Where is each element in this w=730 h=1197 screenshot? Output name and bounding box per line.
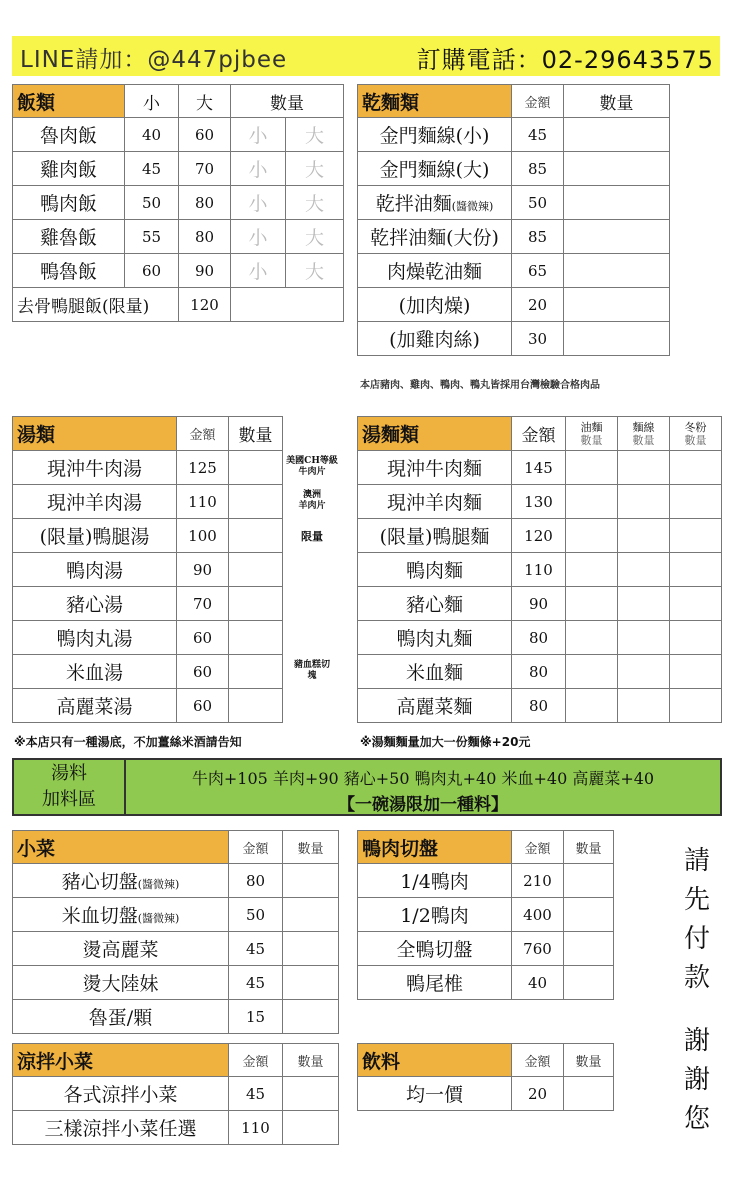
- qty-cell[interactable]: [229, 689, 283, 723]
- item-name-text: 鴨肉湯: [65, 560, 123, 582]
- cold-col-qty: 數量: [283, 1044, 339, 1077]
- item-price-small: 50: [125, 186, 179, 220]
- item-name: [358, 186, 512, 220]
- table-row: [358, 288, 670, 322]
- item-price: 90: [177, 553, 229, 587]
- qty-cell[interactable]: [229, 655, 283, 689]
- item-name: [358, 898, 512, 932]
- col-sub: 數量: [580, 433, 603, 447]
- col-sub: 數量: [684, 433, 707, 447]
- item-name-text: (限量)鴨腿湯: [39, 526, 150, 548]
- item-price: 80: [512, 655, 566, 689]
- qty-cell[interactable]: [618, 587, 670, 621]
- sn-col-vermicelli: [618, 417, 670, 451]
- addon-prices: 牛肉+105 羊肉+90 豬心+50 鴨肉丸+40 米血+40 高麗菜+40: [191, 769, 655, 788]
- item-name: [358, 220, 512, 254]
- table-row: [13, 152, 344, 186]
- sn-col-oil-noodle: [566, 417, 618, 451]
- item-note: (醬微辣): [451, 200, 494, 213]
- item-name-text: 各式涼拌小菜: [63, 1084, 178, 1106]
- item-name: [13, 655, 177, 689]
- item-price: 45: [512, 118, 564, 152]
- table-row: [358, 519, 722, 553]
- qty-cell[interactable]: [618, 485, 670, 519]
- drinks-col-qty: 數量: [564, 1044, 614, 1077]
- item-name: 魯肉飯: [13, 118, 125, 152]
- table-row: [13, 689, 283, 723]
- item-name-text: 現沖牛肉麵: [386, 458, 482, 480]
- sides-header: 小菜: [13, 831, 229, 864]
- item-name-text: 1/4鴨肉: [400, 871, 469, 893]
- table-row: [13, 655, 283, 689]
- lamb-note: [284, 490, 340, 512]
- item-name-text: 豬心切盤: [61, 871, 138, 893]
- table-row: [358, 655, 722, 689]
- qty-cell[interactable]: [618, 451, 670, 485]
- qty-cell[interactable]: [670, 587, 722, 621]
- qty-cell[interactable]: [564, 186, 670, 220]
- qty-cell[interactable]: [283, 1000, 339, 1034]
- item-price-small: 55: [125, 220, 179, 254]
- qty-cell[interactable]: [670, 621, 722, 655]
- side-note: 澳洲: [302, 490, 321, 500]
- side-note: 美國CH等級: [286, 456, 338, 466]
- side-note: 羊肉片: [298, 501, 326, 511]
- item-price: 110: [177, 485, 229, 519]
- qty-cell[interactable]: [618, 655, 670, 689]
- item-price-small: 45: [125, 152, 179, 186]
- item-name: [13, 689, 177, 723]
- table-row: [358, 1077, 614, 1111]
- item-price: 45: [229, 966, 283, 1000]
- qty-cell[interactable]: [283, 932, 339, 966]
- side-note: 牛肉片: [298, 467, 326, 477]
- item-name-text: 高麗菜麵: [396, 696, 473, 718]
- qty-cell[interactable]: [618, 553, 670, 587]
- item-price: 100: [177, 519, 229, 553]
- qty-cell[interactable]: [283, 966, 339, 1000]
- qty-large-cell[interactable]: 大: [286, 254, 344, 288]
- item-name-text: (加肉燥): [398, 295, 471, 317]
- noodle-upsize-note: ※湯麵麵量加大一份麵條+20元: [360, 735, 531, 749]
- item-name-text: (加雞肉絲): [389, 329, 480, 351]
- item-price: 65: [512, 254, 564, 288]
- drinks-header: 飲料: [358, 1044, 512, 1077]
- item-price: 80: [229, 864, 283, 898]
- qty-large-cell[interactable]: 大: [286, 186, 344, 220]
- item-name-text: 魯蛋/顆: [88, 1007, 153, 1029]
- qty-cell[interactable]: [564, 254, 670, 288]
- drinks-table: [357, 1043, 614, 1111]
- sides-col-qty: 數量: [283, 831, 339, 864]
- qty-cell[interactable]: [229, 485, 283, 519]
- table-row: [13, 254, 344, 288]
- top-banner: [12, 36, 720, 76]
- item-price-small: 40: [125, 118, 179, 152]
- item-name: [13, 451, 177, 485]
- table-row: [13, 519, 283, 553]
- table-row: [358, 485, 722, 519]
- item-price: 85: [512, 220, 564, 254]
- vertical-char: 先: [683, 885, 710, 915]
- qty-cell[interactable]: [564, 864, 614, 898]
- table-row: [358, 553, 722, 587]
- rice-special-name: 去骨鴨腿飯(限量): [13, 288, 179, 322]
- cold-dishes-table: [12, 1043, 339, 1145]
- rice-special-price: 120: [179, 288, 231, 322]
- item-name-text: 均一價: [405, 1084, 463, 1106]
- limited-note: 限量: [301, 530, 323, 543]
- qty-small-cell[interactable]: 小: [231, 152, 286, 186]
- vertical-char: 謝: [683, 1026, 710, 1056]
- soup-noodles-table: [357, 416, 722, 723]
- item-name: [358, 485, 512, 519]
- qty-cell[interactable]: [283, 1077, 339, 1111]
- item-price: 145: [512, 451, 566, 485]
- qty-large-cell[interactable]: 大: [286, 220, 344, 254]
- rice-table: [12, 84, 344, 322]
- addon-label-line: 加料區: [42, 789, 96, 810]
- table-row: [13, 621, 283, 655]
- item-name: [358, 118, 512, 152]
- duck-col-price: 金額: [512, 831, 564, 864]
- item-name-text: 現沖羊肉麵: [386, 492, 482, 514]
- item-price: 400: [512, 898, 564, 932]
- item-name-text: 米血切盤: [61, 905, 138, 927]
- item-name: [358, 254, 512, 288]
- qty-cell[interactable]: [564, 1077, 614, 1111]
- item-price: 110: [229, 1111, 283, 1145]
- cold-col-price: 金額: [229, 1044, 283, 1077]
- item-price-large: 80: [179, 186, 231, 220]
- item-price: 60: [177, 655, 229, 689]
- item-name: [13, 485, 177, 519]
- qty-cell[interactable]: [670, 519, 722, 553]
- item-name-text: 米血湯: [65, 662, 123, 684]
- item-price: 60: [177, 621, 229, 655]
- item-name-text: 金門麵線(大): [379, 159, 490, 181]
- duck-plate-table: [357, 830, 614, 1000]
- qty-small-cell[interactable]: 小: [231, 254, 286, 288]
- item-name-text: 現沖羊肉湯: [46, 492, 142, 514]
- table-row: [358, 898, 614, 932]
- item-name: [358, 587, 512, 621]
- item-price: 20: [512, 1077, 564, 1111]
- item-price: 80: [512, 621, 566, 655]
- qty-cell[interactable]: [566, 485, 618, 519]
- table-row: [358, 966, 614, 1000]
- qty-cell[interactable]: [229, 587, 283, 621]
- item-price: 15: [229, 1000, 283, 1034]
- qty-cell[interactable]: [670, 689, 722, 723]
- qty-cell[interactable]: [564, 118, 670, 152]
- qty-cell[interactable]: [566, 621, 618, 655]
- item-price: 45: [229, 932, 283, 966]
- qty-cell[interactable]: [564, 288, 670, 322]
- table-row: [13, 485, 283, 519]
- qty-cell[interactable]: [566, 519, 618, 553]
- qty-cell[interactable]: [670, 553, 722, 587]
- item-name: [13, 864, 229, 898]
- addon-panel: [12, 758, 722, 816]
- item-name: [358, 689, 512, 723]
- item-name-text: 鴨肉丸湯: [56, 628, 133, 650]
- item-price: 60: [177, 689, 229, 723]
- side-note: 豬血糕切: [293, 660, 330, 670]
- item-price-large: 90: [179, 254, 231, 288]
- item-name-text: 全鴨切盤: [396, 939, 473, 961]
- item-name-text: 燙高麗菜: [82, 939, 159, 961]
- vertical-char: 您: [683, 1104, 710, 1134]
- item-name: [358, 864, 512, 898]
- sn-col-glass-noodle: [670, 417, 722, 451]
- table-row: [13, 118, 344, 152]
- sides-table: [12, 830, 339, 1034]
- table-row: [13, 553, 283, 587]
- beef-note: [284, 456, 340, 478]
- vertical-char: 請: [683, 846, 710, 876]
- item-name-text: 乾拌油麵: [375, 193, 452, 215]
- item-name: [13, 898, 229, 932]
- table-row: [358, 587, 722, 621]
- duck-col-qty: 數量: [564, 831, 614, 864]
- table-row: [13, 966, 339, 1000]
- order-phone-text: 訂購電話：02-29643575: [416, 46, 714, 74]
- table-row: [358, 451, 722, 485]
- qty-cell[interactable]: [618, 621, 670, 655]
- qty-small-cell[interactable]: 小: [231, 118, 286, 152]
- qty-cell[interactable]: [229, 621, 283, 655]
- table-row: [358, 152, 670, 186]
- table-row: [358, 932, 614, 966]
- item-name: [13, 966, 229, 1000]
- soup-col-price: 金額: [177, 417, 229, 451]
- qty-cell[interactable]: [283, 864, 339, 898]
- qty-cell[interactable]: [564, 152, 670, 186]
- qty-cell[interactable]: [283, 1111, 339, 1145]
- vertical-char: 款: [683, 963, 710, 993]
- rice-col-small: 小: [125, 85, 179, 118]
- table-row: [13, 898, 339, 932]
- qty-cell[interactable]: [566, 553, 618, 587]
- item-name: [358, 966, 512, 1000]
- item-name: 鴨肉飯: [13, 186, 125, 220]
- item-note: (醬微辣): [137, 912, 180, 925]
- item-price-large: 60: [179, 118, 231, 152]
- col-name: 冬粉: [684, 420, 707, 434]
- side-note: 塊: [307, 671, 317, 681]
- addon-label-line: 湯料: [51, 763, 87, 784]
- item-price-small: 60: [125, 254, 179, 288]
- table-row: [358, 118, 670, 152]
- meat-origin-note: 本店豬肉、雞肉、鴨肉、鴨丸皆採用台灣檢驗合格肉品: [360, 380, 600, 391]
- item-name-text: 乾拌油麵(大份): [370, 227, 499, 249]
- item-price: 70: [177, 587, 229, 621]
- item-price: 210: [512, 864, 564, 898]
- table-row: [13, 220, 344, 254]
- soup-header: 湯類: [13, 417, 177, 451]
- table-row: [358, 254, 670, 288]
- item-name: [358, 553, 512, 587]
- sn-col-price: 金額: [512, 417, 566, 451]
- item-name-text: 燙大陸妹: [82, 973, 159, 995]
- qty-cell[interactable]: [231, 288, 344, 322]
- table-row: [13, 1077, 339, 1111]
- item-name: [358, 451, 512, 485]
- item-price: 50: [512, 186, 564, 220]
- sides-col-price: 金額: [229, 831, 283, 864]
- soup-col-qty: 數量: [229, 417, 283, 451]
- item-price: 80: [512, 689, 566, 723]
- qty-cell[interactable]: [566, 451, 618, 485]
- qty-cell[interactable]: [670, 485, 722, 519]
- item-price: 30: [512, 322, 564, 356]
- qty-large-cell[interactable]: 大: [286, 152, 344, 186]
- item-name: [358, 322, 512, 356]
- vertical-char: 付: [683, 924, 710, 954]
- table-row: [358, 186, 670, 220]
- duck-plate-header: 鴨肉切盤: [358, 831, 512, 864]
- rice-col-large: 大: [179, 85, 231, 118]
- item-price: 110: [512, 553, 566, 587]
- item-name-text: 鴨肉麵: [405, 560, 463, 582]
- item-name: [13, 519, 177, 553]
- qty-cell[interactable]: [283, 898, 339, 932]
- item-name: [358, 519, 512, 553]
- soup-table: [12, 416, 283, 723]
- dry-col-price: 金額: [512, 85, 564, 118]
- qty-small-cell[interactable]: 小: [231, 186, 286, 220]
- item-price: 20: [512, 288, 564, 322]
- rice-col-qty: 數量: [231, 85, 344, 118]
- drinks-col-price: 金額: [512, 1044, 564, 1077]
- qty-cell[interactable]: [564, 966, 614, 1000]
- item-name-text: 高麗菜湯: [56, 696, 133, 718]
- addon-label: [14, 760, 126, 815]
- col-sub: 數量: [632, 433, 655, 447]
- item-name-text: 豬心湯: [65, 594, 123, 616]
- item-note: (醬微辣): [137, 878, 180, 891]
- col-name: 油麵: [580, 420, 603, 434]
- item-name: [13, 1111, 229, 1145]
- item-name: [13, 1077, 229, 1111]
- table-row: [358, 621, 722, 655]
- pay-first-text: [672, 842, 722, 998]
- item-name-text: 金門麵線(小): [379, 125, 490, 147]
- item-price: 90: [512, 587, 566, 621]
- vertical-char: 謝: [683, 1065, 710, 1095]
- item-price-large: 80: [179, 220, 231, 254]
- rice-header: 飯類: [13, 85, 125, 118]
- qty-cell[interactable]: [564, 898, 614, 932]
- qty-cell[interactable]: [229, 519, 283, 553]
- item-name: [13, 553, 177, 587]
- table-row: [13, 1111, 339, 1145]
- item-name-text: 豬心麵: [405, 594, 463, 616]
- table-row: [358, 322, 670, 356]
- item-name: [358, 1077, 512, 1111]
- item-price: 85: [512, 152, 564, 186]
- item-name: [358, 655, 512, 689]
- qty-cell[interactable]: [564, 220, 670, 254]
- qty-cell[interactable]: [618, 519, 670, 553]
- table-row: [13, 587, 283, 621]
- item-name: [358, 152, 512, 186]
- item-name: [13, 587, 177, 621]
- qty-small-cell[interactable]: 小: [231, 220, 286, 254]
- item-name: [358, 621, 512, 655]
- soup-noodles-header: 湯麵類: [358, 417, 512, 451]
- item-price: 760: [512, 932, 564, 966]
- blood-cake-note: [284, 660, 340, 682]
- item-price: 130: [512, 485, 566, 519]
- soup-base-note: ※本店只有一種湯底，不加薑絲米酒請告知: [14, 735, 242, 749]
- table-row: [358, 689, 722, 723]
- item-price: 45: [229, 1077, 283, 1111]
- table-row: [358, 220, 670, 254]
- table-row: [358, 864, 614, 898]
- qty-cell[interactable]: [566, 587, 618, 621]
- item-name: [358, 932, 512, 966]
- cold-dishes-header: 涼拌小菜: [13, 1044, 229, 1077]
- item-name-text: 1/2鴨肉: [400, 905, 469, 927]
- qty-cell[interactable]: [229, 451, 283, 485]
- dry-noodles-header: 乾麵類: [358, 85, 512, 118]
- item-name: 雞肉飯: [13, 152, 125, 186]
- dry-col-qty: 數量: [564, 85, 670, 118]
- qty-cell[interactable]: [566, 689, 618, 723]
- table-row: [13, 932, 339, 966]
- qty-cell[interactable]: [229, 553, 283, 587]
- item-name: [358, 288, 512, 322]
- item-name-text: 現沖牛肉湯: [46, 458, 142, 480]
- line-id-text: LINE請加：@447pjbee: [20, 47, 288, 73]
- table-row: [13, 451, 283, 485]
- qty-cell[interactable]: [670, 451, 722, 485]
- item-name: 雞魯飯: [13, 220, 125, 254]
- addon-limit: 【一碗湯限加一種料】: [338, 795, 508, 815]
- item-price: 50: [229, 898, 283, 932]
- qty-cell[interactable]: [670, 655, 722, 689]
- item-price-large: 70: [179, 152, 231, 186]
- thank-you-text: [672, 1022, 722, 1139]
- item-name: 鴨魯飯: [13, 254, 125, 288]
- qty-large-cell[interactable]: 大: [286, 118, 344, 152]
- item-price: 40: [512, 966, 564, 1000]
- qty-cell[interactable]: [564, 932, 614, 966]
- item-name: [13, 1000, 229, 1034]
- table-row: [13, 1000, 339, 1034]
- item-name-text: 鴨尾椎: [405, 973, 463, 995]
- item-name-text: 肉燥乾油麵: [386, 261, 482, 283]
- item-price: 120: [512, 519, 566, 553]
- qty-cell[interactable]: [566, 655, 618, 689]
- item-name: [13, 621, 177, 655]
- item-price: 125: [177, 451, 229, 485]
- item-name-text: 米血麵: [405, 662, 463, 684]
- item-name: [13, 932, 229, 966]
- dry-noodles-table: [357, 84, 670, 356]
- item-name-text: 鴨肉丸麵: [396, 628, 473, 650]
- table-row: [13, 864, 339, 898]
- qty-cell[interactable]: [618, 689, 670, 723]
- qty-cell[interactable]: [564, 322, 670, 356]
- col-name: 麵線: [632, 420, 655, 434]
- item-name-text: 三樣涼拌小菜任選: [44, 1118, 197, 1140]
- item-name-text: (限量)鴨腿麵: [379, 526, 490, 548]
- table-row: [13, 186, 344, 220]
